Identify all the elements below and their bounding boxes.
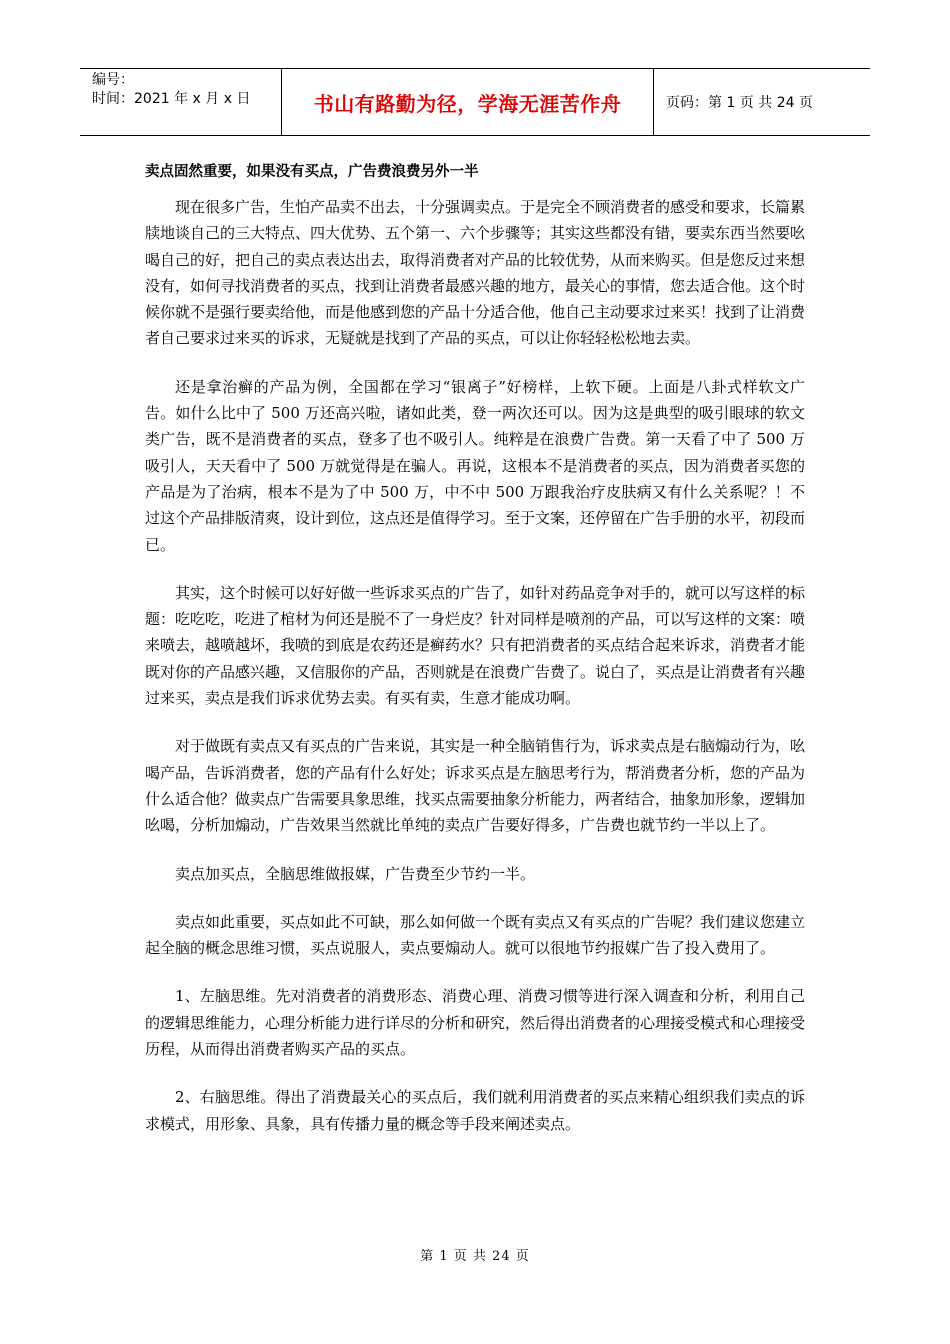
page-footer: 第 1 页 共 24 页 xyxy=(420,1249,530,1264)
paragraph-8: 2、右脑思维。得出了消费最关心的买点后，我们就利用消费者的买点来精心组织我们卖点的诉求模式，用形象、具象，具有传播力量的概念等手段来阐述卖点。 xyxy=(145,1088,805,1133)
document-header xyxy=(80,68,870,136)
header-motto: 书山有路勤为径，学海无涯苦作舟 xyxy=(282,69,654,135)
article-title: 卖点固然重要，如果没有买点，广告费浪费另外一半 xyxy=(145,163,479,180)
paragraph-2: 还是拿治癣的产品为例，全国都在学习“银离子”好榜样，上软下硬。上面是八卦式样软文广告。如什么比中了 500 万还高兴啦，诸如此类，登一两次还可以。因为这是典型的吸引眼球的软文类广告，既不是消费者的买点，登多了也不吸引人。纯粹是在浪费广告费。第一天看了中了 500 万吸引人，天天看中了 500 万就觉得是在骗人。再说，这根本不是消费者的买点，因为消费者买您的产品是为了治病，根本不是为了中 500 万，中不中 500 万跟我治疗皮肤病又有什么关系呢？！不过这个产品排版清爽，设计到位，这点还是值得学习。至于文案，还停留在广告手册的水平，初段而已。 xyxy=(145,377,806,554)
paragraph-4: 对于做既有卖点又有买点的广告来说，其实是一种全脑销售行为，诉求卖点是右脑煽动行为，吆喝产品，告诉消费者，您的产品有什么好处；诉求买点是左脑思考行为，帮消费者分析，您的产品为什么适合他？做卖点广告需要具象思维，找买点需要抽象分析能力，两者结合，抽象加形象，逻辑加吆喝，分析加煽动，广告效果当然就比单纯的卖点广告要好得多，广告费也就节约一半以上了。 xyxy=(145,737,806,835)
article-body xyxy=(145,160,805,1159)
header-meta-cell xyxy=(80,69,282,135)
paragraph-1: 现在很多广告，生怕产品卖不出去，十分强调卖点。于是完全不顾消费者的感受和要求，长篇累牍地谈自己的三大特点、四大优势、五个第一、六个步骤等；其实这些都没有错，要卖东西当然要吆喝自己的好，把自己的卖点表达出去，取得消费者对产品的比较优势，从而来购买。但是您反过来想没有，如何寻找消费者的买点，找到让消费者最感兴趣的地方，最关心的事情，您去适合他。这个时候你就不是强行要卖给他，而是他感到您的产品十分适合他，他自己主动要求过来买！找到了让消费者自己要求过来买的诉求，无疑就是找到了产品的买点，可以让你轻轻松松地去卖。 xyxy=(145,198,806,348)
paragraph-6: 卖点如此重要，买点如此不可缺，那么如何做一个既有卖点又有买点的广告呢？我们建议您建立起全脑的概念思维习惯，买点说服人，卖点要煽动人。就可以很地节约报媒广告了投入费用了。 xyxy=(145,912,806,958)
header-page-label: 页码：第 1 页 共 24 页 xyxy=(666,95,813,111)
header-time-label: 时间：2021 年 x 月 x 日 xyxy=(92,91,251,107)
paragraph-5: 卖点加买点，全脑思维做报媒，广告费至少节约一半。 xyxy=(175,864,536,883)
paragraph-7: 1、左脑思维。先对消费者的消费形态、消费心理、消费习惯等进行深入调查和分析，利用自己的逻辑思维能力，心理分析能力进行详尽的分析和研究，然后得出消费者的心理接受模式和心理接受历程，从而得出消费者购买产品的买点。 xyxy=(145,987,806,1059)
paragraph-3: 其实，这个时候可以好好做一些诉求买点的广告了，如针对药品竞争对手的，就可以写这样的标题：吃吃吃，吃进了棺材为何还是脱不了一身烂皮？针对同样是喷剂的产品，可以写这样的文案：喷来喷去，越喷越坏，我喷的到底是农药还是癣药水？只有把消费者的买点结合起来诉求，消费者才能既对你的产品感兴趣，又信服你的产品，否则就是在浪费广告费了。说白了，买点是让消费者有兴趣过来买，卖点是我们诉求优势去卖。有买有卖，生意才能成功啊。 xyxy=(145,583,806,708)
header-number-label: 编号： xyxy=(92,72,134,88)
